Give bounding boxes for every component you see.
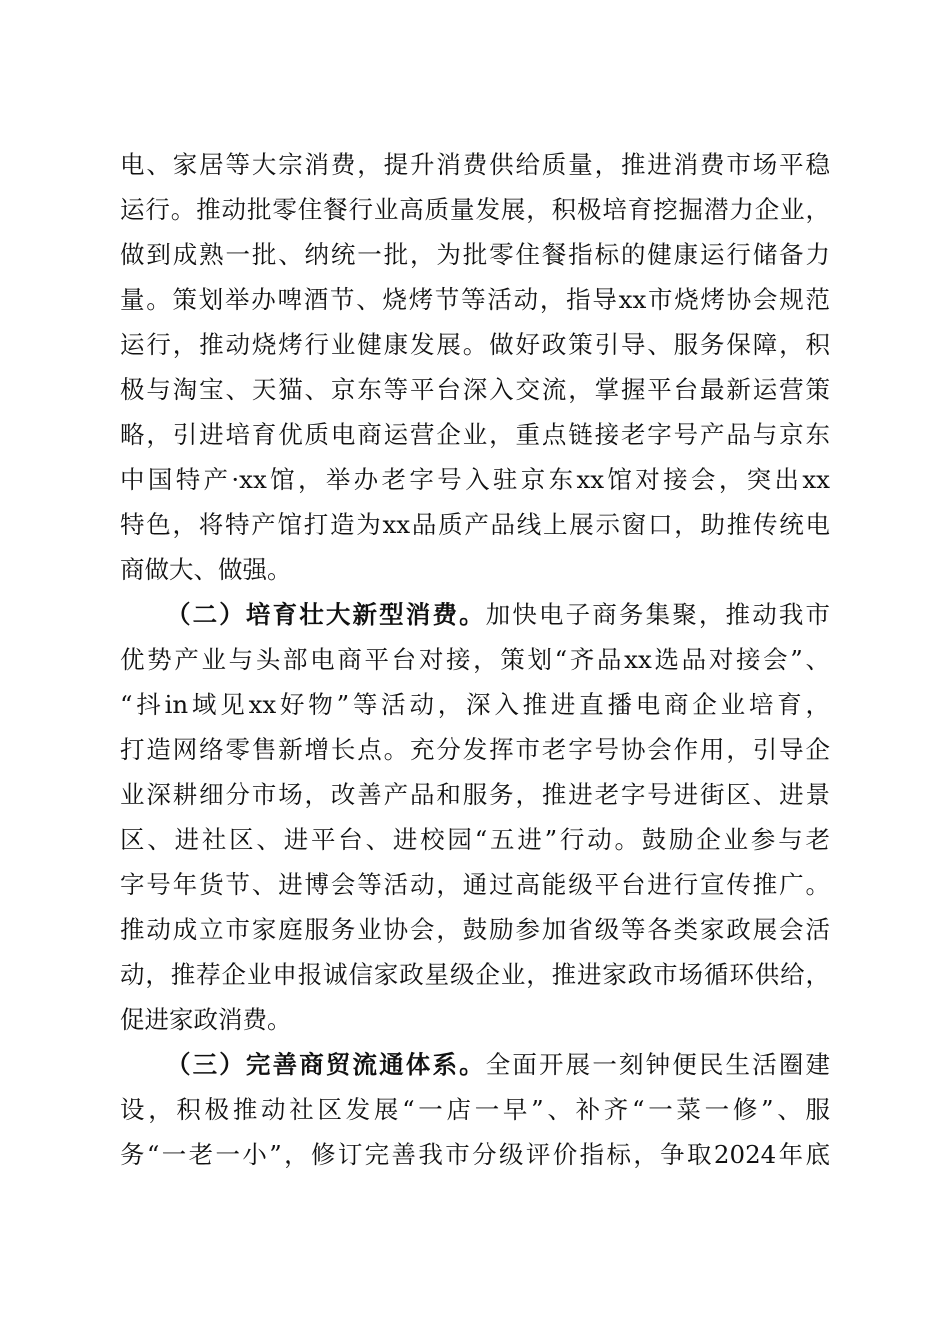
text-line: 运行。推动批零住餐行业高质量发展，积极培育挖掘潜力企业， xyxy=(120,195,830,224)
text-line: 量。策划举办啤酒节、烧烤节等活动，指导xx市烧烤协会规范 xyxy=(120,285,830,314)
text-line: 字号年货节、进博会等活动，通过高能级平台进行宣传推广。 xyxy=(120,870,830,899)
paragraph-first-line xyxy=(120,592,830,637)
section-heading: （二）培育壮大新型消费。 xyxy=(166,600,486,629)
paragraph-first-line xyxy=(120,1042,830,1087)
text-line: 中国特产·xx馆，举办老字号入驻京东xx馆对接会，突出xx xyxy=(120,465,830,494)
section-heading: （三）完善商贸流通体系。 xyxy=(166,1050,486,1079)
text-line: 推动成立市家庭服务业协会，鼓励参加省级等各类家政展会活 xyxy=(120,915,830,944)
text-line: 商做大、做强。 xyxy=(120,555,292,584)
paragraph-3 xyxy=(120,1042,830,1177)
text-line: 特色，将特产馆打造为xx品质产品线上展示窗口，助推传统电 xyxy=(120,510,830,539)
text-line: 略，引进培育优质电商运营企业，重点链接老字号产品与京东 xyxy=(120,420,830,449)
text-line: 优势产业与头部电商平台对接，策划“齐品xx选品对接会”、 xyxy=(120,645,830,674)
text-line: 做到成熟一批、纳统一批，为批零住餐指标的健康运行储备力 xyxy=(120,240,830,269)
text-line: 打造网络零售新增长点。充分发挥市老字号协会作用，引导企 xyxy=(120,735,830,764)
paragraph-2 xyxy=(120,592,830,1042)
paragraph-1 xyxy=(120,142,830,592)
text-line: 促进家政消费。 xyxy=(120,1005,292,1034)
text-line: 动，推荐企业申报诚信家政星级企业，推进家政市场循环供给， xyxy=(120,960,830,989)
text-line: 务“一老一小”，修订完善我市分级评价指标，争取2024年底 xyxy=(120,1140,830,1169)
text-line: 业深耕细分市场，改善产品和服务，推进老字号进街区、进景 xyxy=(120,780,830,809)
text-line: 极与淘宝、天猫、京东等平台深入交流，掌握平台最新运营策 xyxy=(120,375,830,404)
first-line-text: 加快电子商务集聚，推动我市 xyxy=(485,600,830,629)
document-body xyxy=(120,142,830,1177)
text-line: 运行，推动烧烤行业健康发展。做好政策引导、服务保障，积 xyxy=(120,330,830,359)
text-line: 电、家居等大宗消费，提升消费供给质量，推进消费市场平稳 xyxy=(120,150,830,179)
text-line: 区、进社区、进平台、进校园“五进”行动。鼓励企业参与老 xyxy=(120,825,830,854)
text-line: 设，积极推动社区发展“一店一早”、补齐“一菜一修”、服 xyxy=(120,1095,830,1124)
text-line: “抖in域见xx好物”等活动，深入推进直播电商企业培育， xyxy=(120,690,830,719)
first-line-text: 全面开展一刻钟便民生活圈建 xyxy=(485,1050,830,1079)
